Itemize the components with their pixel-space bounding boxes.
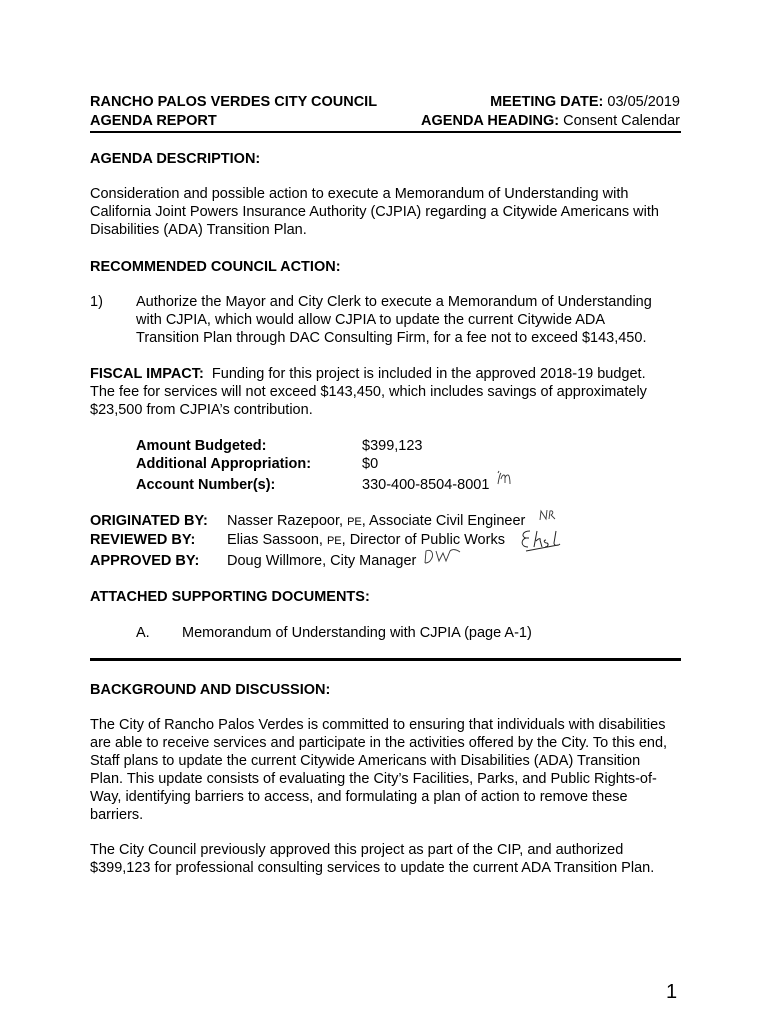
background-heading: BACKGROUND AND DISCUSSION:	[90, 682, 331, 698]
attachment-letter: A.	[136, 625, 150, 641]
action-item-number: 1)	[90, 294, 103, 310]
fiscal-impact-text: The fee for services will not exceed $143,450, which includes savings of approximately	[90, 384, 647, 400]
amount-budgeted-label: Amount Budgeted:	[136, 438, 267, 454]
account-number-label: Account Number(s):	[136, 477, 276, 493]
background-paragraph: The City of Rancho Palos Verdes is committed to ensuring that individuals with disabilities are able to receive services and participate in the activities offered by the City. To this end, Staff plans to update the current Citywide Americans with Disabilities (ADA) Transition Plan. This update consists of evaluating the City’s Facilities, Parks, and Public Rights-of-Way, identifying barriers to access, and formulating a plan of action to remove these barriers.	[90, 717, 668, 823]
fiscal-impact-text: Funding for this project is included in the approved 2018-19 budget.	[211, 366, 646, 382]
approved-initials-signature	[422, 545, 464, 567]
agenda-heading	[421, 112, 680, 130]
approved-by-name: Doug Willmore, City Manager	[227, 553, 417, 569]
action-item-line: with CJPIA, which would allow CJPIA to update the current Citywide ADA	[136, 312, 606, 328]
meeting-date	[490, 93, 680, 111]
account-number-value: 330-400-8504-8001	[362, 477, 490, 493]
recommended-action-heading: RECOMMENDED COUNCIL ACTION:	[90, 259, 341, 275]
attachments-heading: ATTACHED SUPPORTING DOCUMENTS:	[90, 589, 370, 605]
meeting-date-value: 03/05/2019	[607, 94, 680, 110]
page-number: 1	[666, 981, 678, 1003]
meeting-date-label: MEETING DATE:	[490, 94, 604, 110]
agenda-description-heading: AGENDA DESCRIPTION:	[90, 151, 261, 167]
agenda-heading-value: Consent Calendar	[563, 113, 680, 129]
fiscal-impact-text: $23,500 from CJPIA’s contribution.	[90, 402, 313, 418]
originated-by-label: ORIGINATED BY:	[90, 513, 208, 529]
background-paragraph: The City Council previously approved this project as part of the CIP, and authorized $399,123 for professional consulting services to update the current ADA Transition Plan.	[90, 842, 655, 876]
originated-by-name	[227, 512, 525, 531]
account-initials-signature	[496, 470, 516, 488]
originated-initials-signature	[538, 508, 560, 524]
agenda-description-body: Consideration and possible action to execute a Memorandum of Understanding with California Joint Powers Insurance Authority (CJPIA) regarding a Citywide Americans with Disabilities (ADA) Transition Plan.	[90, 186, 659, 238]
approved-by-label: APPROVED BY:	[90, 553, 200, 569]
fiscal-impact-line	[90, 365, 646, 383]
fiscal-impact-label: FISCAL IMPACT:	[90, 366, 204, 382]
reviewed-initials-signature	[518, 527, 566, 555]
org-title: RANCHO PALOS VERDES CITY COUNCIL	[90, 94, 378, 110]
attachment-link[interactable]: Memorandum of Understanding with CJPIA (page A-1)	[182, 625, 532, 641]
reviewed-title: , Director of Public Works	[341, 532, 505, 548]
originated-title: , Associate Civil Engineer	[361, 513, 526, 529]
action-item-line: Authorize the Mayor and City Clerk to execute a Memorandum of Understanding	[136, 294, 652, 310]
additional-appropriation-label: Additional Appropriation:	[136, 456, 312, 472]
amount-budgeted-value: $399,123	[362, 438, 423, 454]
section-divider	[90, 658, 681, 661]
reviewed-name: Elias Sassoon,	[227, 532, 327, 548]
reviewed-by-label: REVIEWED BY:	[90, 532, 196, 548]
agenda-heading-label: AGENDA HEADING:	[421, 113, 560, 129]
originated-pe: PE	[347, 516, 362, 528]
additional-appropriation-value: $0	[362, 456, 379, 472]
action-item-line: Transition Plan through DAC Consulting Firm, for a fee not to exceed $143,450.	[136, 330, 647, 346]
originated-name: Nasser Razepoor,	[227, 513, 348, 529]
report-type: AGENDA REPORT	[90, 113, 217, 129]
reviewed-pe: PE	[326, 535, 342, 547]
header-divider	[90, 131, 681, 133]
